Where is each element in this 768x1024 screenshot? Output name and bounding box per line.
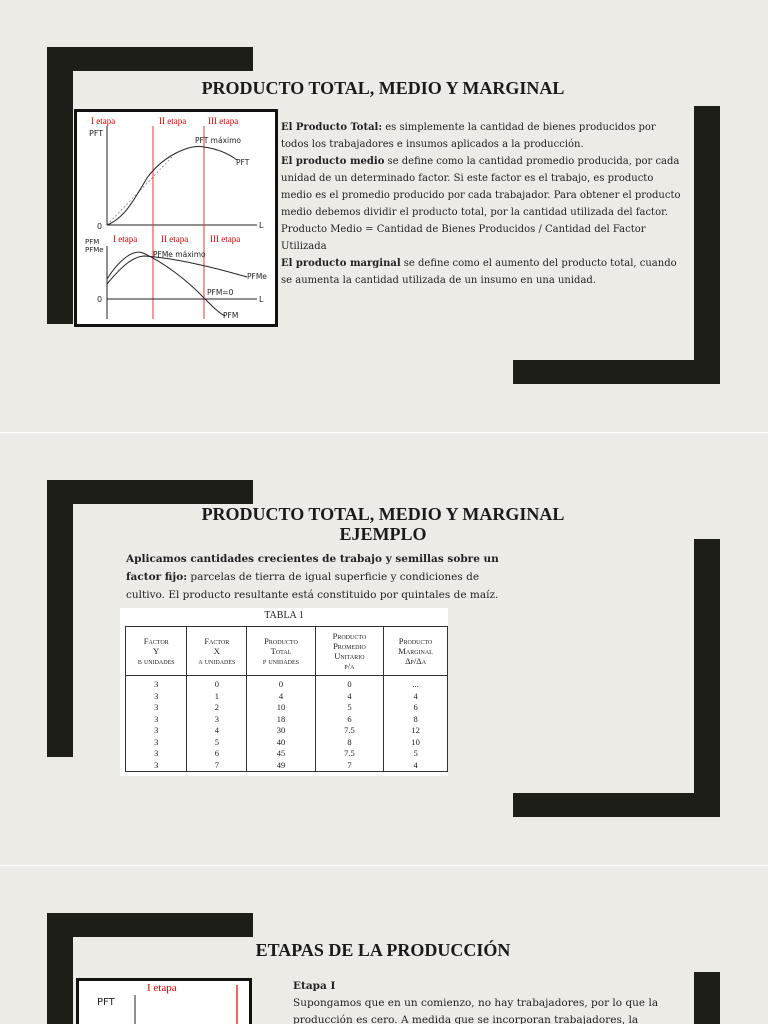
table-header-line: Promedio — [333, 641, 366, 651]
table-cell: 2 — [187, 702, 247, 714]
stage-label-2: II etapa — [159, 116, 187, 126]
table-header-cell — [315, 627, 383, 676]
stage-label-1: I etapa — [147, 982, 177, 994]
table-cell: 7.5 — [315, 748, 383, 760]
table-header-line: a unidades — [198, 656, 236, 666]
stage-label-1: I etapa — [91, 116, 116, 126]
example-intro-text: Aplicamos cantidades crecientes de trabajo y semillas sobre un factor fijo: parcelas de tierra de igual superficie y condiciones de cultivo. El producto resultante está constituido por quintales de maíz. — [126, 553, 499, 601]
table-row — [126, 737, 448, 749]
corner-bracket-right — [694, 539, 720, 817]
origin-label-top: 0 — [97, 222, 103, 231]
table-cell: 49 — [247, 760, 315, 772]
table-header-line: Unitario — [334, 651, 365, 661]
table-cell: 7.5 — [315, 725, 383, 737]
stage-label-2-bottom: II etapa — [161, 234, 189, 244]
pfm-zero-label: PFM=0 — [207, 288, 234, 297]
pft-max-label: PFT máximo — [195, 136, 241, 145]
table-row — [126, 676, 448, 691]
table-cell: 3 — [126, 691, 187, 703]
table-row — [126, 714, 448, 726]
origin-label-bottom: 0 — [97, 295, 103, 304]
stage-text-line-1: Supongamos que en un comienzo, no hay trabajadores, por lo que la — [293, 997, 659, 1009]
table-cell: 18 — [247, 714, 315, 726]
corner-bracket-bottom — [513, 360, 720, 384]
table-body — [126, 676, 448, 772]
corner-bracket-top — [47, 47, 253, 71]
table-row — [126, 725, 448, 737]
table-cell: 0 — [187, 676, 247, 691]
pft-curve-label: PFT — [236, 158, 250, 167]
table-header-cell — [126, 627, 187, 676]
table-cell: 5 — [315, 702, 383, 714]
table-header-line: Producto — [398, 636, 433, 646]
axis-label-l-top: L — [259, 221, 264, 230]
table-row — [126, 691, 448, 703]
axis-label-pfm: PFM — [85, 238, 100, 246]
table-cell: 4 — [384, 691, 448, 703]
table-cell: 3 — [126, 760, 187, 772]
definitions-text — [281, 119, 686, 289]
table-header-line: p unidades — [262, 656, 300, 666]
table-header-line: Total — [270, 646, 292, 656]
paragraph-producto-marginal: El producto marginal se define como el aumento del producto total, cuando se aumenta la cantidad utilizada de un insumo en una unidad. — [281, 258, 677, 286]
table-cell: 8 — [384, 714, 448, 726]
stage-label-3: III etapa — [208, 116, 239, 126]
slide-title: PRODUCTO TOTAL, MEDIO Y MARGINAL — [201, 78, 565, 98]
table-cell: 45 — [247, 748, 315, 760]
table-cell: 7 — [187, 760, 247, 772]
slide-title-line-2: EJEMPLO — [339, 524, 427, 544]
table-header-row — [126, 627, 448, 676]
table-cell: 0 — [247, 676, 315, 691]
corner-bracket-right — [694, 972, 720, 1024]
table-cell: 10 — [384, 737, 448, 749]
table-cell: 6 — [315, 714, 383, 726]
table-header-cell — [384, 627, 448, 676]
slide-title — [140, 504, 626, 544]
table-header-line: X — [213, 646, 220, 656]
table-cell: 6 — [187, 748, 247, 760]
table-row — [126, 760, 448, 772]
table-cell: 4 — [315, 691, 383, 703]
table-cell: 4 — [247, 691, 315, 703]
table-cell: 3 — [126, 748, 187, 760]
table-cell: 3 — [126, 714, 187, 726]
stage-label-3-bottom: III etapa — [210, 234, 241, 244]
paragraph-formula: Producto Medio = Cantidad de Bienes Producidos / Cantidad del Factor Utilizada — [281, 224, 646, 252]
slide-2 — [0, 433, 768, 865]
table-header-line: Producto — [332, 631, 367, 641]
stage-label-1-bottom: I etapa — [113, 234, 138, 244]
table-header-line: Factor — [143, 636, 169, 646]
table-cell: 40 — [247, 737, 315, 749]
table-cell: 6 — [384, 702, 448, 714]
table-caption: TABLA 1 — [264, 610, 304, 621]
axis-label-pft: PFT — [89, 129, 104, 138]
corner-bracket-left — [47, 47, 73, 324]
table-header-line: b unidades — [137, 656, 175, 666]
table-cell: 3 — [187, 714, 247, 726]
pfme-curve-label: PFMe — [247, 272, 267, 281]
table-cell: 7 — [315, 760, 383, 772]
table-row — [126, 748, 448, 760]
slide-1 — [0, 0, 768, 432]
table-cell: ... — [384, 676, 448, 691]
slide-title: ETAPAS DE LA PRODUCCIÓN — [255, 940, 511, 960]
slide-title-line-1: PRODUCTO TOTAL, MEDIO Y MARGINAL — [201, 504, 565, 524]
table-cell: 10 — [247, 702, 315, 714]
table-cell: 4 — [187, 725, 247, 737]
table-header-line: Δp/Δa — [405, 656, 427, 666]
table-cell: 5 — [384, 748, 448, 760]
corner-bracket-left — [47, 480, 73, 757]
production-graph — [74, 109, 278, 327]
corner-bracket-bottom — [513, 793, 720, 817]
table-cell: 3 — [126, 737, 187, 749]
table-row — [126, 702, 448, 714]
table-cell: 8 — [315, 737, 383, 749]
table-cell: 30 — [247, 725, 315, 737]
stage-subheading: Etapa I — [293, 980, 336, 992]
table-header-line: Y — [153, 646, 160, 656]
table-cell: 12 — [384, 725, 448, 737]
stage-graph — [76, 978, 252, 1024]
axis-label-pfme: PFMe — [85, 246, 104, 254]
pfm-curve-label: PFM — [223, 311, 239, 320]
corner-bracket-top — [47, 913, 253, 937]
stage-text — [293, 978, 673, 1024]
table-header-cell — [247, 627, 315, 676]
table-cell: 5 — [187, 737, 247, 749]
table-cell: 0 — [315, 676, 383, 691]
table-cell: 3 — [126, 702, 187, 714]
corner-bracket-top — [47, 480, 253, 504]
table-cell: 3 — [126, 725, 187, 737]
table-header-line: Producto — [264, 636, 298, 646]
table-cell: 4 — [384, 760, 448, 772]
paragraph-producto-medio: El producto medio se define como la cantidad promedio producida, por cada unidad de un determinado factor. Si este factor es el trabajo, es producto medio es el promedio producido por cada trabajador. Para obtener el producto medio debemos dividir el producto total, por la cantidad utilizada del factor. — [281, 156, 681, 218]
corner-bracket-left — [47, 913, 73, 1024]
corner-bracket-right — [694, 106, 720, 384]
slide-3 — [0, 866, 768, 1024]
pfme-max-label: PFMe máximo — [153, 250, 206, 259]
production-table — [120, 608, 448, 776]
axis-label-pft: PFT — [97, 997, 115, 1008]
data-table — [125, 626, 448, 772]
axis-label-l-bottom: L — [259, 295, 264, 304]
table-cell: 3 — [126, 676, 187, 691]
table-header-line: Marginal — [398, 646, 433, 656]
table-header-line: Factor — [204, 636, 230, 646]
table-cell: 1 — [187, 691, 247, 703]
stage-text-line-2: producción es cero. A medida que se incorporan trabajadores, la — [293, 1014, 639, 1024]
table-header-cell — [187, 627, 247, 676]
table-header-line: p/a — [344, 661, 355, 671]
paragraph-producto-total: El Producto Total: es simplemente la cantidad de bienes producidos por todos los trabajadores e insumos aplicados a la producción. — [281, 122, 656, 150]
